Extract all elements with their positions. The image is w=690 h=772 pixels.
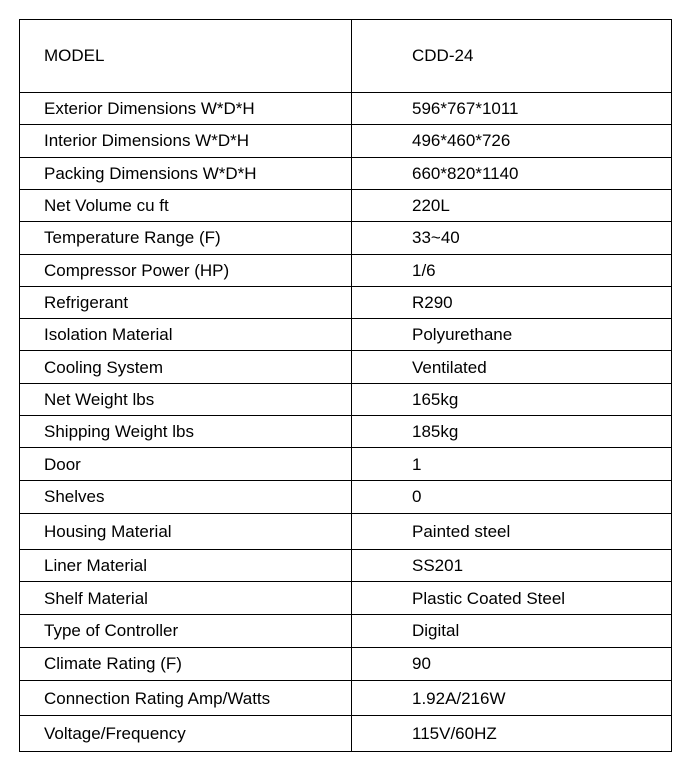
spec-label: Shelf Material xyxy=(20,581,352,614)
spec-label: Temperature Range (F) xyxy=(20,222,352,254)
spec-label: Shipping Weight lbs xyxy=(20,416,352,448)
spec-label: Refrigerant xyxy=(20,286,352,318)
spec-value: Plastic Coated Steel xyxy=(352,581,672,614)
spec-value: Digital xyxy=(352,615,672,647)
table-row xyxy=(20,351,672,383)
spec-label: Liner Material xyxy=(20,549,352,581)
model-label: MODEL xyxy=(20,20,352,93)
table-row xyxy=(20,319,672,351)
spec-value: SS201 xyxy=(352,549,672,581)
spec-table xyxy=(19,19,672,752)
spec-value: 496*460*726 xyxy=(352,125,672,157)
table-row xyxy=(20,222,672,254)
spec-value: 185kg xyxy=(352,416,672,448)
spec-value: Polyurethane xyxy=(352,319,672,351)
spec-label: Exterior Dimensions W*D*H xyxy=(20,92,352,124)
spec-label: Interior Dimensions W*D*H xyxy=(20,125,352,157)
spec-value: Ventilated xyxy=(352,351,672,383)
table-row xyxy=(20,514,672,549)
table-row xyxy=(20,189,672,221)
table-row xyxy=(20,549,672,581)
spec-label: Packing Dimensions W*D*H xyxy=(20,157,352,189)
spec-value: 90 xyxy=(352,647,672,680)
spec-label: Connection Rating Amp/Watts xyxy=(20,680,352,715)
spec-label: Isolation Material xyxy=(20,319,352,351)
spec-value: 0 xyxy=(352,480,672,513)
spec-label: Door xyxy=(20,448,352,480)
spec-value: 165kg xyxy=(352,383,672,415)
table-row xyxy=(20,416,672,448)
spec-value: 220L xyxy=(352,189,672,221)
spec-value: 660*820*1140 xyxy=(352,157,672,189)
table-row xyxy=(20,383,672,415)
table-row xyxy=(20,581,672,614)
spec-table-body xyxy=(20,20,672,752)
spec-label: Cooling System xyxy=(20,351,352,383)
spec-value: 115V/60HZ xyxy=(352,716,672,752)
table-row xyxy=(20,286,672,318)
spec-value: Painted steel xyxy=(352,514,672,549)
table-row xyxy=(20,647,672,680)
table-row xyxy=(20,157,672,189)
spec-label: Net Weight lbs xyxy=(20,383,352,415)
spec-label: Climate Rating (F) xyxy=(20,647,352,680)
model-value: CDD-24 xyxy=(352,20,672,93)
spec-value: R290 xyxy=(352,286,672,318)
table-row xyxy=(20,716,672,752)
table-row xyxy=(20,480,672,513)
spec-value: 596*767*1011 xyxy=(352,92,672,124)
spec-label: Net Volume cu ft xyxy=(20,189,352,221)
spec-label: Compressor Power (HP) xyxy=(20,254,352,286)
spec-label: Housing Material xyxy=(20,514,352,549)
spec-label: Type of Controller xyxy=(20,615,352,647)
table-row xyxy=(20,92,672,124)
table-row xyxy=(20,125,672,157)
spec-label: Voltage/Frequency xyxy=(20,716,352,752)
spec-value: 1.92A/216W xyxy=(352,680,672,715)
table-row xyxy=(20,680,672,715)
table-row xyxy=(20,254,672,286)
spec-value: 33~40 xyxy=(352,222,672,254)
table-row xyxy=(20,448,672,480)
spec-value: 1 xyxy=(352,448,672,480)
table-row xyxy=(20,615,672,647)
spec-label: Shelves xyxy=(20,480,352,513)
spec-value: 1/6 xyxy=(352,254,672,286)
table-header-row xyxy=(20,20,672,93)
